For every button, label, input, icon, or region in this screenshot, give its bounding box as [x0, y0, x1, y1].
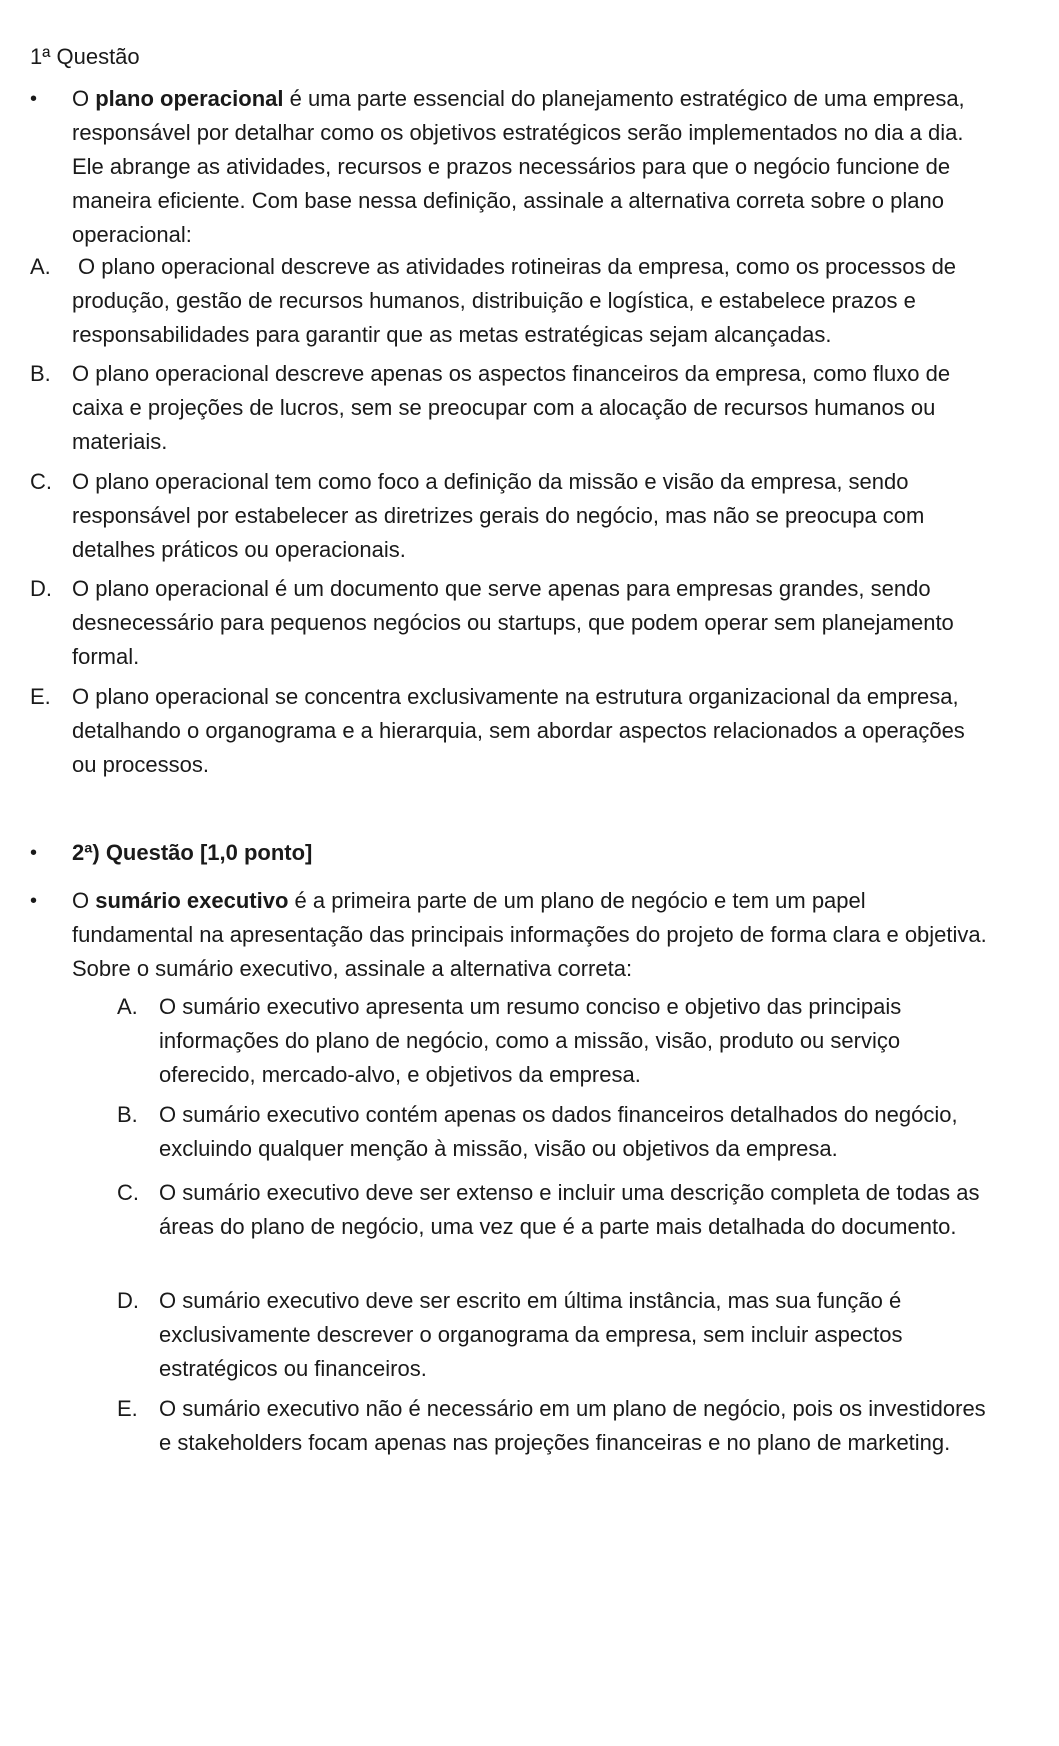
question-1-keyword: plano operacional [95, 86, 284, 111]
question-1-statement: • O plano operacional é uma parte essencial do planejamento estratégico de uma empresa, responsável por detalhar como os objetivos estratégicos serão implementados no dia a dia. Ele abrange as atividades, recursos e prazos necessários para que o negócio funcione de maneira eficiente. Com base nessa definição, assinale a alternativa correta sobre o plano operacional: [30, 82, 990, 252]
question-2-statement: • O sumário executivo é a primeira parte de um plano de negócio e tem um papel fundamental na apresentação das principais informações do projeto de forma clara e objetiva. Sobre o sumário executivo, assinale a alternativa correta: [30, 884, 990, 986]
bullet-icon: • [30, 890, 38, 912]
document-page: 1ª Questão • O plano operacional é uma parte essencial do planejamento estratégico de uma empresa, responsável por detalhar como os objetivos estratégicos serão implementados no dia a dia. Ele abrange as atividades, recursos e prazos necessários para que o negócio funcione de maneira eficiente. Com base nessa definição, assinale a alternativa correta sobre o plano operacional: A. O plano operacional descreve as atividades rotineiras da empresa, como os processos de produção, gestão de recursos humanos, distribuição e logística, e estabelece prazos e responsabilidades para garantir que as metas estratégicas sejam alcançadas. B. O plano operacional descreve apenas os aspectos financeiros da empresa, como fluxo de caixa e projeções de lucros, sem se preocupar com a alocação de recursos humanos ou materiais. C. O plano operacional tem como foco a definição da missão e visão da empresa, sendo responsável por estabelecer as diretrizes gerais do negócio, mas não se preocupa com detalhes práticos ou operacionais. D. O plano operacional é um documento que serve apenas para empresas grandes, sendo desnecessário para pequenos negócios ou startups, que podem operar sem planejamento formal. E. O plano operacional se concentra exclusivamente na estrutura organizacional da empresa, detalhando o organograma e a hierarquia, sem abordar aspectos relacionados a operações ou processos. • 2ª) Questão [1,0 ponto] • O sumário executivo é a primeira parte de um plano de negócio e tem um papel fundamental na apresentação das principais informações do projeto de forma clara e objetiva. Sobre o sumário executivo, assinale a alternativa correta: A. O sumário executivo apresenta um resumo conciso e objetivo das principais informações do plano de negócio, como a missão, visão, produto ou serviço oferecido, mercado-alvo, e objetivos da empresa. B. O sumário executivo contém apenas os dados financeiros detalhados do negócio, excluindo qualquer menção à missão, visão ou objetivos da empresa. C. O sumário executivo deve ser extenso e incluir uma descrição completa de todas as áreas do plano de negócio, uma vez que é a parte mais detalhada do documento. D. O sumário executivo deve ser escrito em última instância, mas sua função é exclusivamente descrever o organograma da empresa, sem incluir aspectos estratégicos ou financeiros. E. O sumário executivo não é necessário em um plano de negócio, pois os investidores e stakeholders focam apenas nas projeções financeiras e no plano de marketing. [0, 0, 1059, 1746]
question-2-title: 2ª) Questão [1,0 ponto] [72, 840, 313, 865]
question-1-title: 1ª Questão [30, 44, 140, 69]
question-2-keyword: sumário executivo [95, 888, 289, 913]
bullet-icon: • [30, 842, 38, 864]
bullet-icon: • [30, 88, 38, 110]
question-2-title-row [30, 836, 990, 870]
